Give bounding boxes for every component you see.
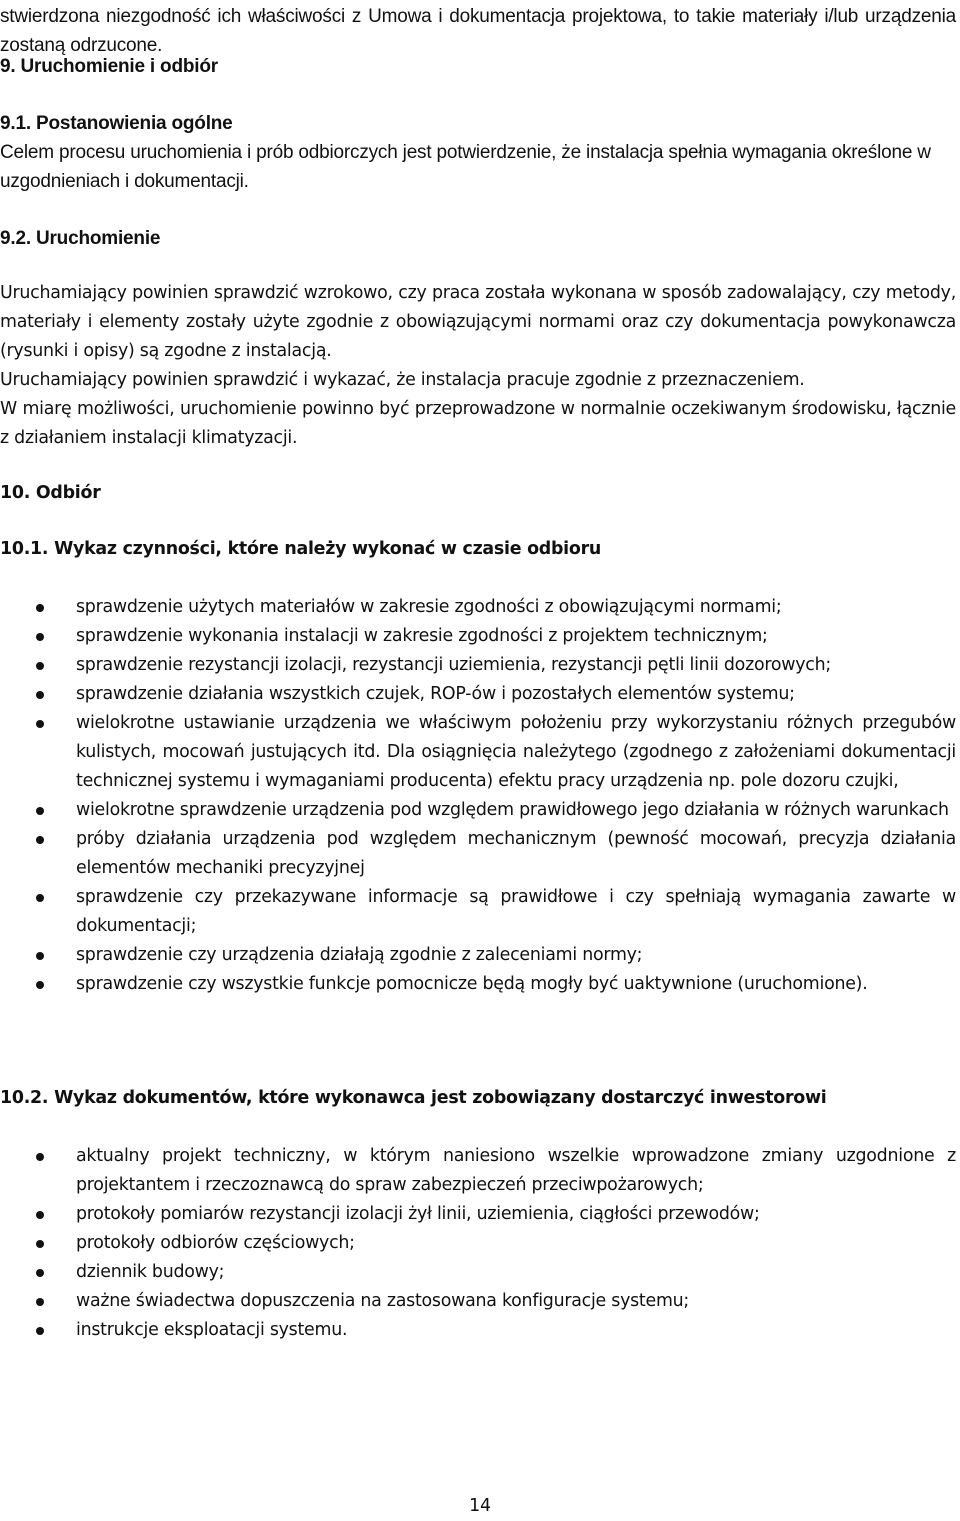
- list-item: wielokrotne ustawianie urządzenia we właściwym położeniu przy wykorzystaniu różnych przegubów kulistych, mocowań justujących itd. Dla osiągnięcia należytego (zgodnego z założeniami dokumentacji technicznej systemu i wymaganiami producenta) efektu pracy urządzenia np. pole dozoru czujki,: [0, 709, 956, 796]
- list-item: sprawdzenie czy urządzenia działają zgodnie z zaleceniami normy;: [0, 941, 956, 970]
- list-item: sprawdzenie rezystancji izolacji, rezystancji uziemienia, rezystancji pętli linii dozorowych;: [0, 651, 956, 680]
- section-9-2-heading: 9.2. Uruchomienie: [0, 228, 161, 249]
- list-item: sprawdzenie czy przekazywane informacje są prawidłowe i czy spełniają wymagania zawarte w dokumentacji;: [0, 883, 956, 941]
- bullet-icon: [36, 1269, 44, 1277]
- list-item: wielokrotne sprawdzenie urządzenia pod względem prawidłowego jego działania w różnych warunkach: [0, 796, 956, 825]
- bullet-icon: [36, 720, 44, 728]
- bullet-icon: [36, 691, 44, 699]
- bullet-icon: [36, 807, 44, 815]
- bullet-icon: [36, 836, 44, 844]
- bullet-icon: [36, 981, 44, 989]
- bullet-icon: [36, 894, 44, 902]
- list-item: ważne świadectwa dopuszczenia na zastosowana konfiguracje systemu;: [0, 1287, 956, 1316]
- list-item: próby działania urządzenia pod względem mechanicznym (pewność mocowań, precyzja działania elementów mechaniki precyzyjnej: [0, 825, 956, 883]
- bullet-icon: [36, 1211, 44, 1219]
- bullet-icon: [36, 952, 44, 960]
- bullet-icon: [36, 604, 44, 612]
- section-10-heading: 10. Odbiór: [0, 483, 101, 503]
- list-item: protokoły pomiarów rezystancji izolacji żył linii, uziemienia, ciągłości przewodów;: [0, 1200, 956, 1229]
- page-number: 14: [469, 1496, 491, 1516]
- bullet-icon: [36, 1327, 44, 1335]
- section-10-2-heading: 10.2. Wykaz dokumentów, które wykonawca jest zobowiązany dostarczyć inwestorowi: [0, 1088, 827, 1108]
- list-item: sprawdzenie użytych materiałów w zakresie zgodności z obowiązującymi normami;: [0, 593, 956, 622]
- list-item: sprawdzenie czy wszystkie funkcje pomocnicze będą mogły być uaktywnione (uruchomione).: [0, 970, 956, 999]
- section-9-1-paragraph: Celem procesu uruchomienia i prób odbiorczych jest potwierdzenie, że instalacja spełnia wymagania określone w uzgodnieniach i dokumentacji.: [0, 142, 931, 192]
- section-9-2-paragraph-1: Uruchamiający powinien sprawdzić wzrokowo, czy praca została wykonana w sposób zadowalający, czy metody, materiały i elementy zostały użyte zgodnie z obowiązującymi normami oraz czy dokumentacja powykonawcza (rysunki i opisy) są zgodne z instalacją.: [0, 283, 956, 361]
- list-item: protokoły odbiorów częściowych;: [0, 1229, 956, 1258]
- bullet-icon: [36, 1298, 44, 1306]
- section-9-heading: 9. Uruchomienie i odbiór: [0, 56, 218, 77]
- section-9-2-paragraph-2: Uruchamiający powinien sprawdzić i wykazać, że instalacja pracuje zgodnie z przeznaczeniem.: [0, 370, 805, 390]
- list-item: sprawdzenie działania wszystkich czujek, ROP-ów i pozostałych elementów systemu;: [0, 680, 956, 709]
- section-10-1-heading: 10.1. Wykaz czynności, które należy wykonać w czasie odbioru: [0, 539, 602, 559]
- documents-list: [0, 1142, 956, 1345]
- bullet-icon: [36, 1240, 44, 1248]
- list-item: dziennik budowy;: [0, 1258, 956, 1287]
- bullet-icon: [36, 1153, 44, 1161]
- list-item: aktualny projekt techniczny, w którym naniesiono wszelkie wprowadzone zmiany uzgodnione z projektantem i rzeczoznawcą do spraw zabezpieczeń przeciwpożarowych;: [0, 1142, 956, 1200]
- bullet-icon: [36, 633, 44, 641]
- activities-list: [0, 593, 956, 999]
- list-item: instrukcje eksploatacji systemu.: [0, 1316, 956, 1345]
- bullet-icon: [36, 662, 44, 670]
- intro-paragraph: stwierdzona niezgodność ich właściwości z Umowa i dokumentacja projektowa, to takie materiały i/lub urządzenia zostaną odrzucone.: [0, 6, 956, 56]
- list-item: sprawdzenie wykonania instalacji w zakresie zgodności z projektem technicznym;: [0, 622, 956, 651]
- section-9-2-paragraph-3: W miarę możliwości, uruchomienie powinno być przeprowadzone w normalnie oczekiwanym środowisku, łącznie z działaniem instalacji klimatyzacji.: [0, 399, 956, 448]
- section-9-1-heading: 9.1. Postanowienia ogólne: [0, 113, 233, 134]
